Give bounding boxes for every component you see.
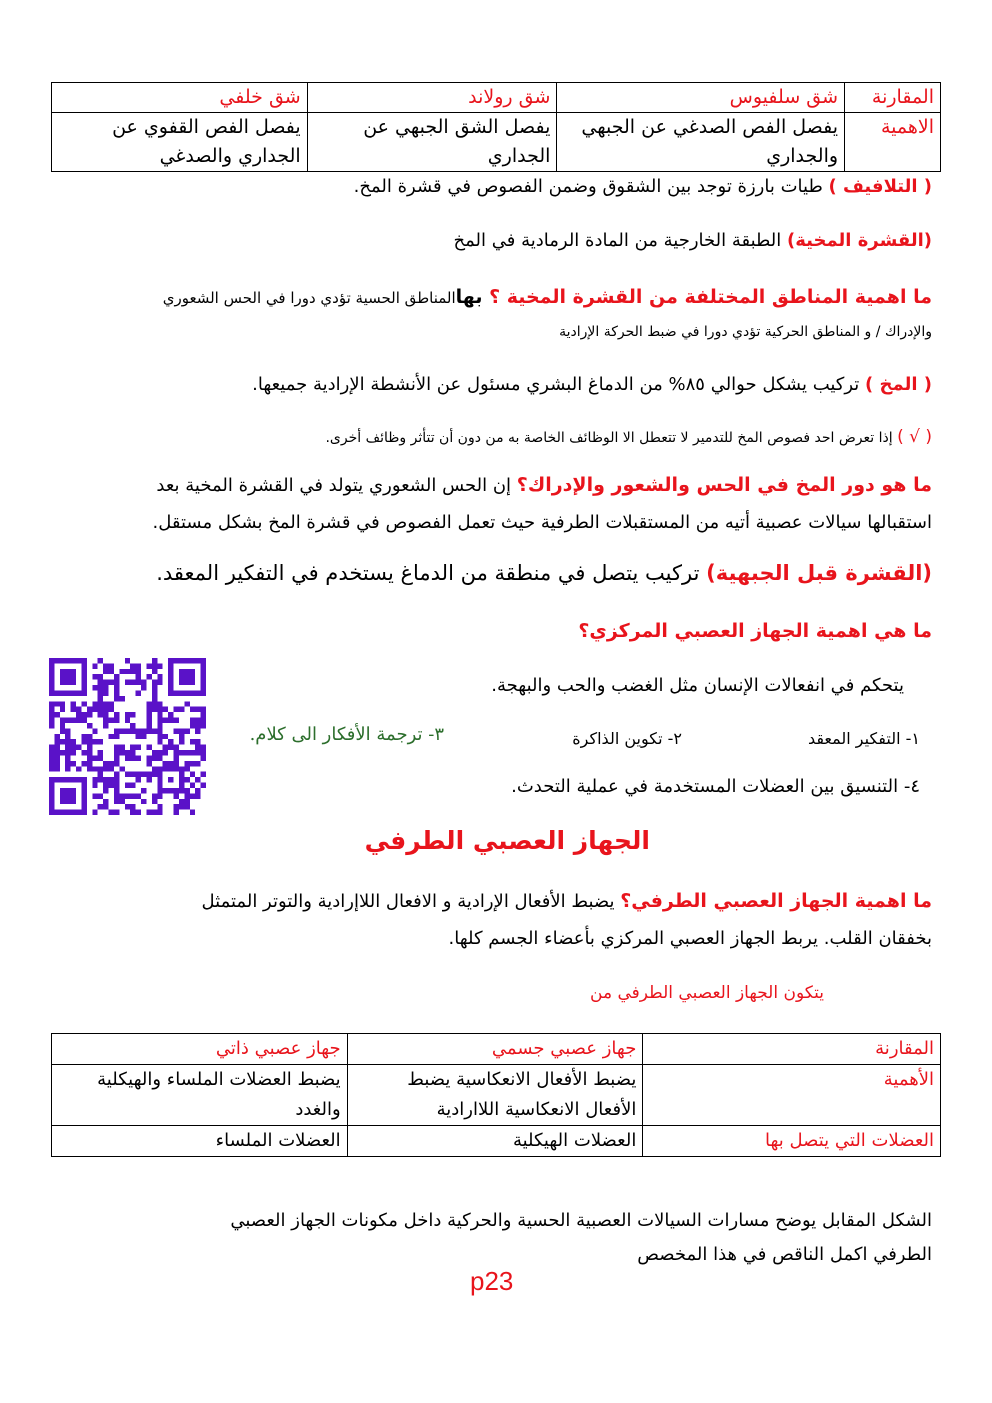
brain-definition: ( المخ ) تركيب يشكل حوالي ٨٥% من الدماغ البشري مسئول عن الأنشطة الإرادية جميعها. bbox=[252, 374, 932, 395]
qr-code-icon bbox=[49, 658, 206, 815]
regions-answer-line2: والإدراك / و المناطق الحركية تؤدي دورا في ضبط الحركة الإرادية bbox=[559, 324, 932, 340]
page-number: p23 bbox=[470, 1266, 514, 1296]
cns-line1: يتحكم في انفعالات الإنسان مثل الغضب والحب والبهجة. bbox=[491, 675, 904, 696]
talafif-definition: ( التلافيف ) طيات بارزة توجد بين الشقوق وضمن الفصوص في قشرة المخ. bbox=[353, 176, 932, 197]
header-cell: جهاز عصبي جسمي bbox=[347, 1034, 643, 1065]
header-cell: المقارنة bbox=[845, 83, 941, 113]
cortex-definition: (القشرة المخية) الطبقة الخارجية من المادة الرمادية في المخ bbox=[453, 230, 932, 251]
table-header-row bbox=[52, 83, 941, 113]
table-cell: العضلات الهيكلية bbox=[347, 1126, 643, 1157]
table-row bbox=[52, 113, 941, 172]
row-label: العضلات التي يتصل بها bbox=[643, 1126, 941, 1157]
cns-question: ما هي اهمية الجهاز العصبي المركزي؟ bbox=[578, 620, 932, 642]
brain-role-question: ما هو دور المخ في الحس والشعور والإدراك؟ إن الحس الشعوري يتولد في القشرة المخية بعد bbox=[156, 474, 932, 496]
pns-consists: يتكون الجهاز العصبي الطرفي من bbox=[590, 983, 824, 1003]
figure-note-line2: الطرفي اكمل الناقص في هذا المخصص bbox=[637, 1244, 932, 1265]
header-cell: جهاز عصبي ذاتي bbox=[52, 1034, 348, 1065]
pns-heading: الجهاز العصبي الطرفي bbox=[364, 826, 650, 855]
cns-item3: ٣- ترجمة الأفكار الى كلام. bbox=[249, 724, 444, 745]
row-label: الأهمية bbox=[643, 1065, 941, 1126]
cns-item2: ٢- تكوين الذاكرة bbox=[572, 729, 682, 748]
prefrontal-definition: (القشرة قبل الجبهية) تركيب يتصل في منطقة من الدماغ يستخدم في التفكير المعقد. bbox=[156, 561, 932, 585]
table-cell: يضبط الأفعال الانعكاسية يضبط الأفعال الانعكاسية اللاارادية bbox=[347, 1065, 643, 1126]
header-cell: شق خلفي bbox=[52, 83, 308, 113]
check-statement: ( √ ) إذا تعرض احد فصوص المخ للتدمير لا تتعطل الا الوظائف الخاصة به من دون أن تتأثر وظائف أخرى. bbox=[325, 427, 932, 447]
header-cell: شق سلفيوس bbox=[557, 83, 845, 113]
cns-item1: ١- التفكير المعقد bbox=[807, 729, 920, 748]
header-cell: شق رولاند bbox=[307, 83, 557, 113]
pns-table bbox=[51, 1033, 941, 1157]
table-row bbox=[52, 1126, 941, 1157]
table-cell: يضبط العضلات الملساء والهيكلية والغدد bbox=[52, 1065, 348, 1126]
pns-question: ما اهمية الجهاز العصبي الطرفي؟ يضبط الأفعال الإرادية و الافعال اللاإرادية والتوتر المتمثل bbox=[201, 890, 932, 912]
table-row bbox=[52, 1065, 941, 1126]
table-cell: يفصل الفص القفوي عن الجداري والصدغي bbox=[52, 113, 308, 172]
table-cell: العضلات الملساء bbox=[52, 1126, 348, 1157]
figure-note-line1: الشكل المقابل يوضح مسارات السيالات العصبية الحسية والحركية داخل مكونات الجهاز العصبي bbox=[230, 1210, 932, 1231]
row-label: الاهمية bbox=[845, 113, 941, 172]
header-cell: المقارنة bbox=[643, 1034, 941, 1065]
fissures-table bbox=[51, 82, 941, 172]
pns-answer-line2: بخفقان القلب. يربط الجهاز العصبي المركزي بأعضاء الجسم كلها. bbox=[448, 928, 932, 949]
table-cell: يفصل الفص الصدغي عن الجبهي والجداري bbox=[557, 113, 845, 172]
regions-question: ما اهمية المناطق المختلفة من القشرة المخية ؟ بهاالمناطق الحسية تؤدي دورا في الحس الشعوري bbox=[162, 286, 932, 308]
brain-role-answer-line2: استقبالها سيالات عصبية أتيه من المستقبلات الطرفية حيث تعمل الفصوص في قشرة المخ بشكل مستقل. bbox=[152, 512, 932, 533]
table-header-row bbox=[52, 1034, 941, 1065]
cns-item4: ٤- التنسيق بين العضلات المستخدمة في عملية التحدث. bbox=[511, 776, 920, 797]
table-cell: يفصل الشق الجبهي عن الجداري bbox=[307, 113, 557, 172]
